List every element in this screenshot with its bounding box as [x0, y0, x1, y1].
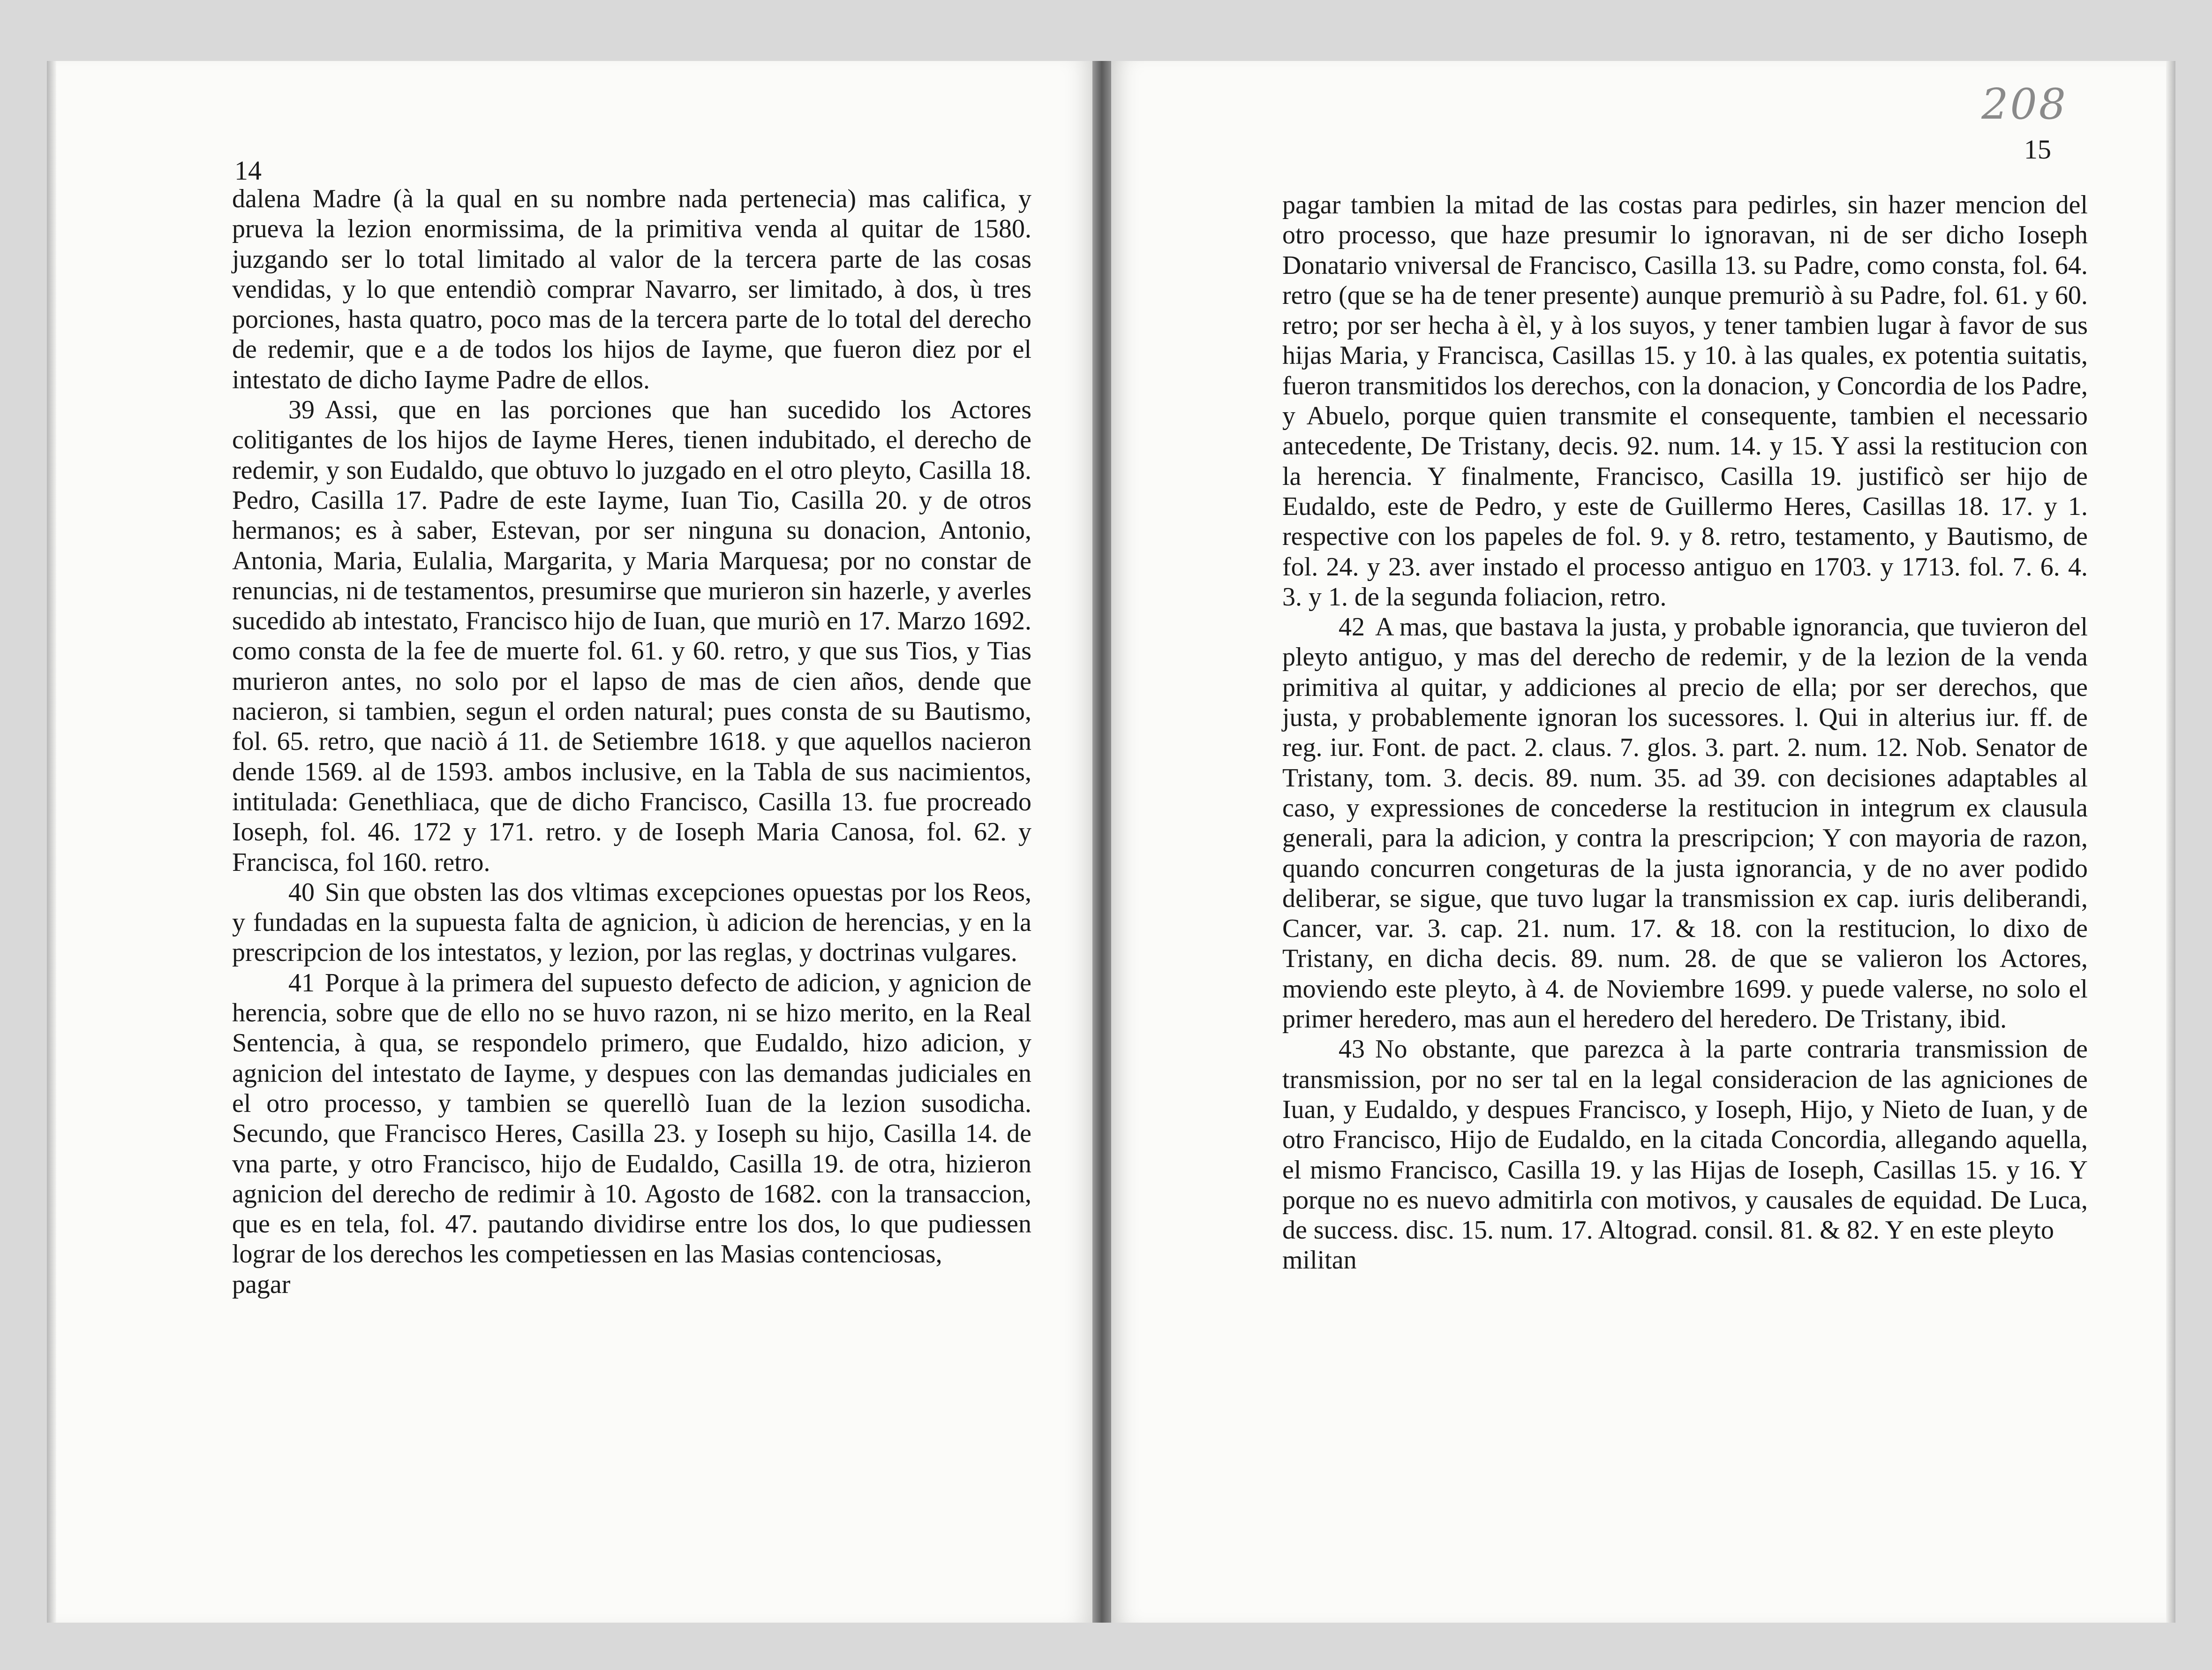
page-text: [1282, 190, 2088, 1276]
paragraph-number: 40: [288, 877, 315, 907]
paragraph: [232, 184, 1031, 395]
right-page: [1111, 61, 2175, 1623]
paragraph-text: pagar tambien la mitad de las costas para pedirles, sin hazer mencion del otro processo, que haze presumir lo ignoravan, ni de ser dicho Ioseph Donatario vniversal de Francisco, Casilla 13. su Padre, como consta, fol. 64. retro (que se ha de tener presente) aunque premuriò à su Padre, fol. 61. y 60. retro; por ser hecha à èl, y à los suyos, y tener tambien lugar à favor de sus hijas Maria, y Francisca, Casillas 15. y 10. à las quales, ex potentia suitatis, fueron transmitidos los derechos, con la donacion, y Concordia de los Padre, y Abuelo, porque quien transmite el consequente, tambien el necessario antecedente, De Tristany, decis. 92. num. 14. y 15. Y assi la restitucion con la herencia. Y finalmente, Francisco, Casilla 19. justificò ser hijo de Eudaldo, este de Pedro, y este de Guillermo Heres, Casillas 18. 17. y 1. respective con los papeles de fol. 9. y 8. retro, testamento, y Bautismo, de fol. 24. y 23. aver instado el processo antiguo en 1703. y 1713. fol. 7. 6. 4. 3. y 1. de la segunda foliacion, retro.: [1282, 190, 2088, 612]
paragraph-number: 41: [288, 968, 315, 997]
paragraph-number: 42: [1339, 612, 1365, 642]
book-spread: [47, 61, 2175, 1623]
paragraph: [232, 877, 1031, 968]
handwritten-folio-note: 208: [1981, 80, 2068, 129]
page-text: [232, 184, 1031, 1300]
paragraph: [232, 968, 1031, 1270]
paragraph-number: 43: [1339, 1035, 1365, 1064]
paragraph-text: dalena Madre (à la qual en su nombre nada pertenecia) mas califica, y prueva la lezion enormissima, de la primitiva venda al quitar de 1580. juzgando ser lo total limitado al valor de la tercera parte de las cosas vendidas, y lo que entendiò comprar Navarro, ser limitado, à dos, ù tres porciones, hasta quatro, poco mas de la tercera parte de lo total del derecho de redemir, que e a de todos los hijos de Iayme, que fueron diez por el intestato de dicho Iayme Padre de ellos.: [232, 184, 1031, 394]
page-number: 15: [2024, 134, 2051, 165]
paragraph-text: No obstante, que parezca à la parte contraria transmission de transmission, por no ser tal en la legal consideracion de las agniciones de Iuan, y Eudaldo, y despues Francisco, y Ioseph, Hijo, y Nieto de Iuan, y de otro Francisco, Hijo de Eudaldo, en la citada Concordia, allegando aquella, el mismo Francisco, Casilla 19. y las Hijas de Ioseph, Casillas 15. y 16. Y porque no es nuevo admitirla con motivos, y causales de equidad. De Luca, de success. disc. 15. num. 17. Altograd. consil. 81. & 82. Y en este pleyto: [1282, 1035, 2088, 1245]
left-page: [47, 61, 1092, 1623]
paragraph-text: A mas, que bastava la justa, y probable ignorancia, que tuvieron del pleyto antiguo, y mas del derecho de redemir, y de la lezion de la venda primitiva al quitar, y addiciones al precio de ella; por ser derechos, que justa, y probablemente ignoran los sucessores. l. Qui in alterius iur. ff. de reg. iur. Font. de pact. 2. claus. 7. glos. 3. part. 2. num. 12. Nob. Senator de Tristany, tom. 3. decis. 89. num. 35. ad 39. con decisiones adaptables al caso, y expressiones de concederse la restitucion in integrum ex clausula generali, para la adicion, y contra la prescripcion; Y con mayoria de razon, quando concurren congeturas de la justa ignorancia, y de no aver podido deliberar, se sigue, que tuvo lugar la transmission ex cap. iuris deliberandi, Cancer, var. 3. cap. 21. num. 17. & 18. con la restitucion, lo dixo de Tristany, en dicha decis. 89. num. 28. de que se valieron los Actores, moviendo este pleyto, à 4. de Noviembre 1699. y puede valerse, no solo el primer heredero, mas aun el heredero del heredero. De Tristany, ibid.: [1282, 612, 2088, 1034]
paragraph-text: Porque à la primera del supuesto defecto de adicion, y agnicion de herencia, sobre que de ello no se huvo razon, ni se hizo merito, en la Real Sentencia, à qua, se respondelo primero, que Eudaldo, hizo adicion, y agnicion del intestato de Iayme, y despues con las demandas judiciales en el otro processo, y tambien se querellò Iuan de la lezion susodicha. Secundo, que Francisco Heres, Casilla 23. y Ioseph su hijo, Casilla 14. de vna parte, y otro Francisco, hijo de Eudaldo, Casilla 19. de otra, hizieron agnicion del derecho de redimir à 10. Agosto de 1682. con la transaccion, que es en tela, fol. 47. pautando dividirse entre los dos, lo que pudiessen lograr de los derechos les competiessen en las Masias contenciosas,: [232, 968, 1031, 1269]
page-number: 14: [234, 155, 262, 186]
paragraph: [1282, 612, 2088, 1034]
catchword: pagar: [232, 1270, 291, 1299]
book-gutter: [1092, 61, 1111, 1623]
paragraph-text: Assi, que en las porciones que han sucedido los Actores colitigantes de los hijos de Iayme Heres, tienen indubitado, el derecho de redemir, y son Eudaldo, que obtuvo lo juzgado en el otro pleyto, Casilla 18. Pedro, Casilla 17. Padre de este Iayme, Iuan Tio, Casilla 20. y de otros hermanos; es à saber, Estevan, por ser ninguna su donacion, Antonio, Antonia, Maria, Eulalia, Margarita, y Maria Marquesa; por no constar de renuncias, ni de testamentos, presumirse que murieron sin hazerle, y averles sucedido ab intestato, Francisco hijo de Iuan, que muriò en 17. Marzo 1692. como consta de la fee de muerte fol. 61. y 60. retro, y que sus Tios, y Tias murieron antes, no solo por el lapso de mas de cien años, dende que nacieron, si tambien, segun el orden natural; pues consta de su Bautismo, fol. 65. retro, que naciò á 11. de Setiembre 1618. y que aquellos nacieron dende 1569. al de 1593. ambos inclusive, en la Tabla de sus nacimientos, intitulada: Genethliaca, que de dicho Francisco, Casilla 13. fue procreado Ioseph, fol. 46. 172 y 171. retro. y de Ioseph Maria Canosa, fol. 62. y Francisca, fol 160. retro.: [232, 395, 1031, 877]
paragraph-number: 39: [288, 395, 315, 425]
paragraph: [1282, 190, 2088, 612]
left-page-edge: [47, 61, 56, 1623]
catchword: militan: [1282, 1246, 1357, 1275]
right-page-edge: [2166, 61, 2175, 1623]
paragraph: [232, 395, 1031, 877]
paragraph: [1282, 1034, 2088, 1245]
paragraph-text: Sin que obsten las dos vltimas excepciones opuestas por los Reos, y fundadas en la supuesta falta de agnicion, ù adicion de herencias, y en la prescripcion de los intestatos, y lezion, por las reglas, y doctrinas vulgares.: [232, 877, 1031, 967]
